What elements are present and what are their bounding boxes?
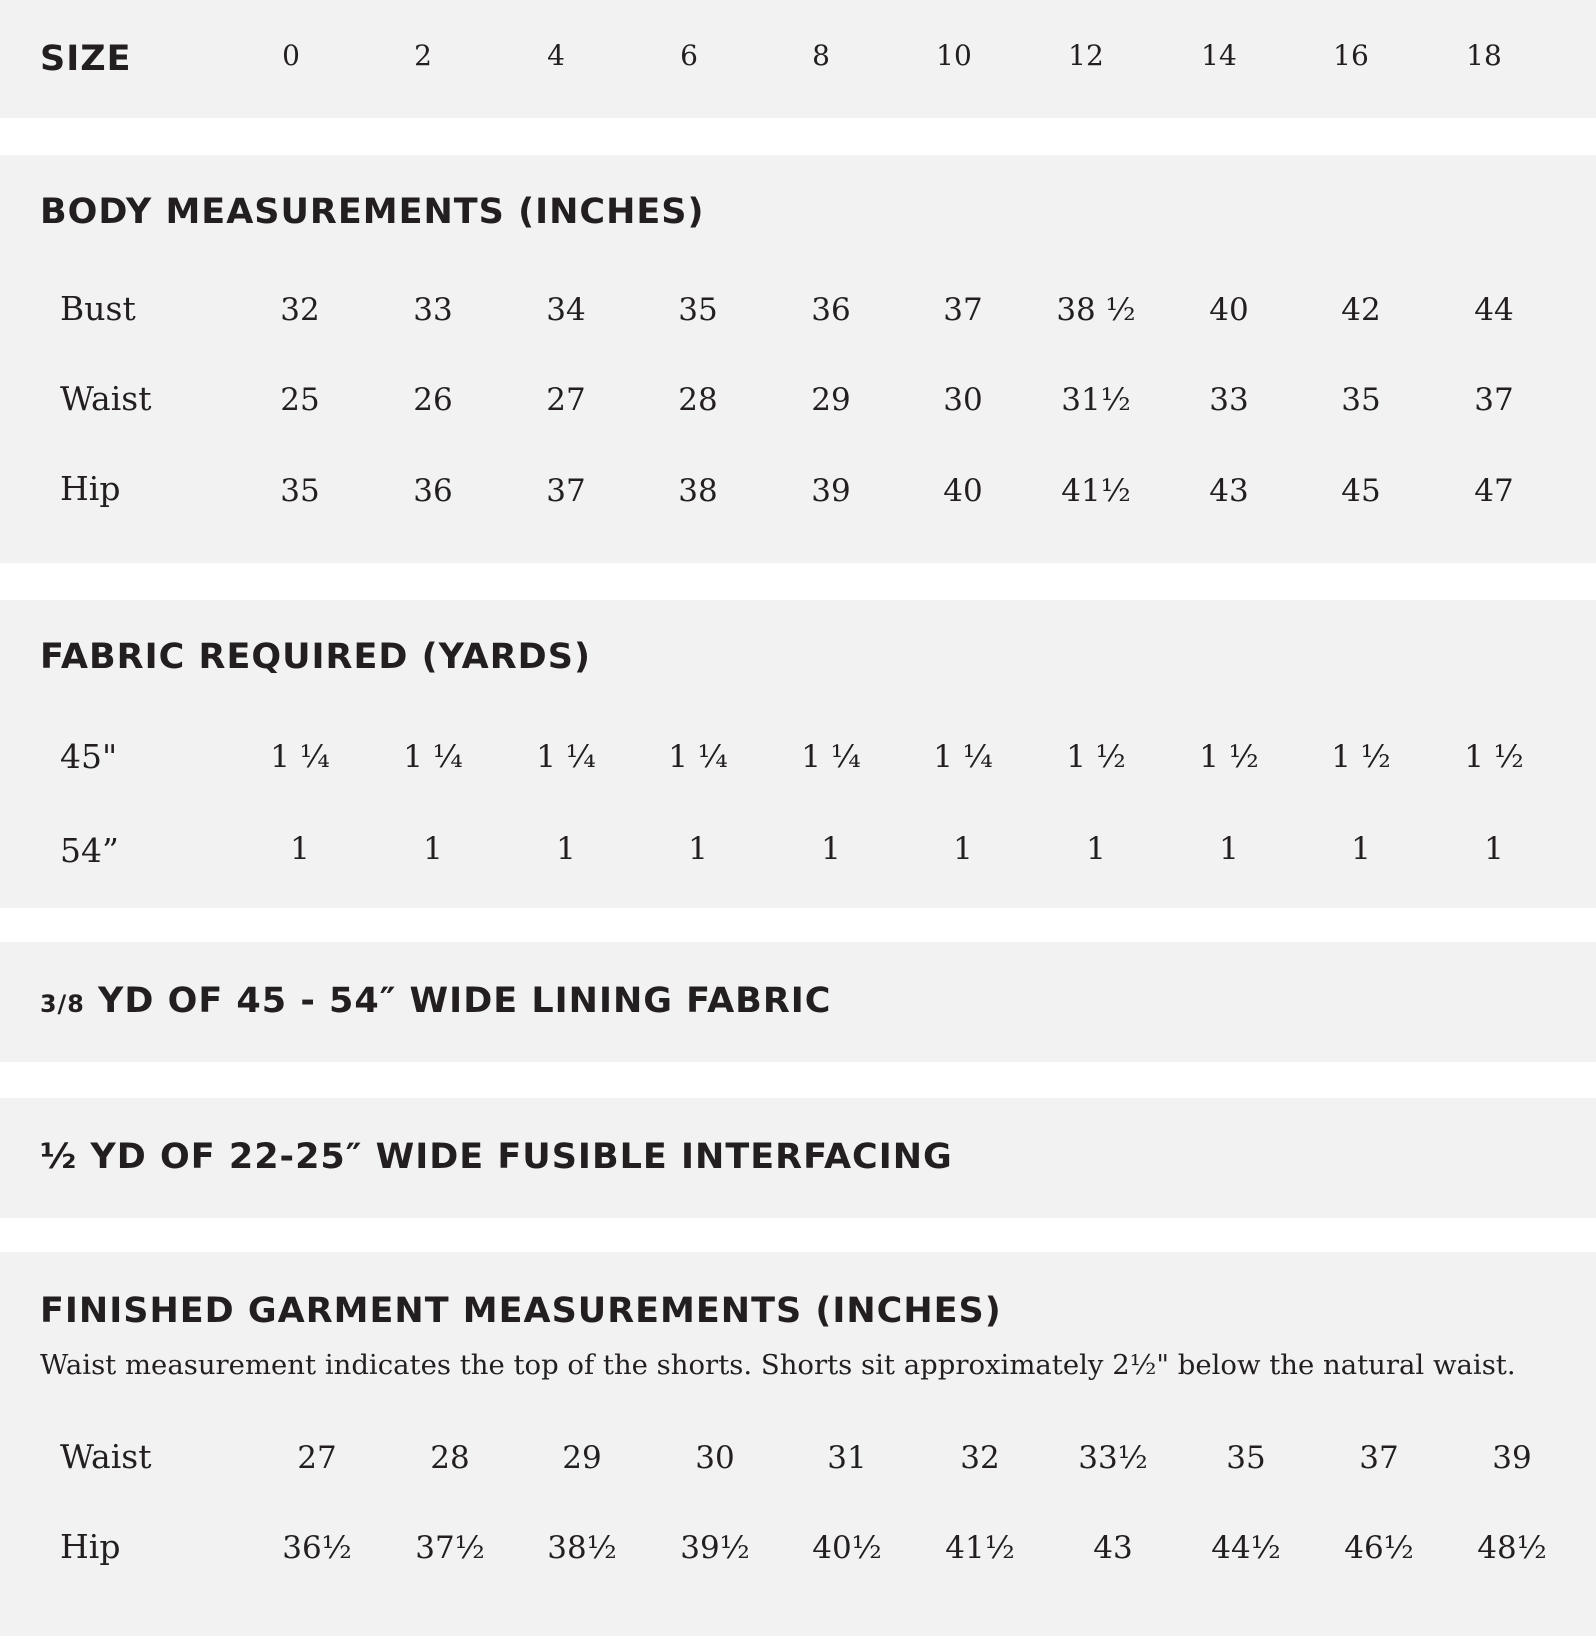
fabric-45-cell: 1 ½ [1066, 739, 1126, 775]
body-hip-cell: 45 [1341, 473, 1381, 509]
finished-hip-cell: 39½ [680, 1530, 750, 1566]
size-header-cell: 2 [414, 39, 432, 72]
body-bust-cell: 33 [413, 292, 453, 328]
size-header-cell: 4 [547, 39, 565, 72]
body-bust-cell: 40 [1209, 292, 1249, 328]
fabric-45-cell: 1 ½ [1331, 739, 1391, 775]
body-waist-cell: 27 [546, 382, 586, 418]
body-hip-cell: 43 [1209, 473, 1249, 509]
body-bust-cell: 38 ½ [1056, 292, 1136, 328]
fabric-54-cell: 1 [1086, 831, 1106, 867]
body-bust-cell: 32 [280, 292, 320, 328]
body-hip-cell: 35 [280, 473, 320, 509]
body-bust-cell: 34 [546, 292, 586, 328]
finished-waist-cell: 30 [695, 1440, 735, 1476]
fabric-45-cell: 1 ¼ [270, 739, 330, 775]
fabric-54-cell: 1 [1219, 831, 1239, 867]
fabric-54-cell: 1 [290, 831, 310, 867]
body-waist-cell: 37 [1474, 382, 1514, 418]
finished-waist-cell: 35 [1226, 1440, 1266, 1476]
body-row-label-waist: Waist [60, 379, 152, 418]
finished-hip-cell: 38½ [547, 1530, 617, 1566]
body-hip-cell: 36 [413, 473, 453, 509]
finished-waist-cell: 39 [1492, 1440, 1532, 1476]
body-hip-cell: 37 [546, 473, 586, 509]
finished-hip-cell: 48½ [1477, 1530, 1547, 1566]
finished-hip-cell: 44½ [1211, 1530, 1281, 1566]
lining-text: YD OF 45 - 54″ WIDE LINING FABRIC [98, 981, 832, 1021]
interfacing-requirement [40, 1137, 953, 1177]
fabric-54-cell: 1 [953, 831, 973, 867]
finished-hip-cell: 37½ [415, 1530, 485, 1566]
finished-waist-cell: 28 [430, 1440, 470, 1476]
finished-waist-cell: 32 [960, 1440, 1000, 1476]
body-waist-cell: 28 [678, 382, 718, 418]
size-header-cell: 18 [1466, 39, 1502, 72]
fabric-45-cell: 1 ¼ [536, 739, 596, 775]
size-band [0, 0, 1596, 118]
body-hip-cell: 38 [678, 473, 718, 509]
fabric-45-cell: 1 ¼ [668, 739, 728, 775]
fabric-45-cell: 1 ½ [1464, 739, 1524, 775]
body-bust-cell: 37 [943, 292, 983, 328]
finished-hip-cell: 46½ [1344, 1530, 1414, 1566]
body-bust-cell: 44 [1474, 292, 1514, 328]
finished-waist-cell: 27 [297, 1440, 337, 1476]
fabric-54-cell: 1 [556, 831, 576, 867]
interfacing-fraction: ½ [40, 1137, 78, 1177]
fabric-45-cell: 1 ½ [1199, 739, 1259, 775]
body-hip-cell: 47 [1474, 473, 1514, 509]
interfacing-text: YD OF 22-25″ WIDE FUSIBLE INTERFACING [90, 1137, 953, 1177]
finished-waist-cell: 33½ [1078, 1440, 1148, 1476]
body-waist-cell: 31½ [1061, 382, 1131, 418]
fabric-54-cell: 1 [821, 831, 841, 867]
body-bust-cell: 36 [811, 292, 851, 328]
finished-hip-cell: 36½ [282, 1530, 352, 1566]
size-header-cell: 8 [812, 39, 830, 72]
fabric-row-label-54: 54” [60, 831, 119, 870]
body-hip-cell: 39 [811, 473, 851, 509]
body-measurements-title: BODY MEASUREMENTS (INCHES) [40, 192, 705, 232]
fabric-45-cell: 1 ¼ [801, 739, 861, 775]
finished-row-label-hip: Hip [60, 1527, 121, 1566]
body-row-label-hip: Hip [60, 469, 121, 508]
fabric-45-cell: 1 ¼ [933, 739, 993, 775]
body-waist-cell: 26 [413, 382, 453, 418]
body-waist-cell: 33 [1209, 382, 1249, 418]
size-header-cell: 16 [1333, 39, 1369, 72]
finished-garment-note: Waist measurement indicates the top of the shorts. Shorts sit approximately 2½" below the natural waist. [40, 1349, 1516, 1381]
body-waist-cell: 30 [943, 382, 983, 418]
size-header-cell: 10 [936, 39, 972, 72]
body-row-label-bust: Bust [60, 289, 136, 328]
body-waist-cell: 29 [811, 382, 851, 418]
size-header-cell: 14 [1201, 39, 1237, 72]
body-waist-cell: 25 [280, 382, 320, 418]
finished-row-label-waist: Waist [60, 1437, 152, 1476]
size-label: SIZE [40, 39, 132, 79]
finished-garment-title: FINISHED GARMENT MEASUREMENTS (INCHES) [40, 1291, 1002, 1331]
fabric-45-cell: 1 ¼ [403, 739, 463, 775]
fabric-row-label-45: 45" [60, 737, 118, 776]
fabric-54-cell: 1 [1351, 831, 1371, 867]
fabric-54-cell: 1 [688, 831, 708, 867]
body-hip-cell: 41½ [1061, 473, 1131, 509]
lining-requirement [40, 981, 832, 1021]
finished-waist-cell: 37 [1359, 1440, 1399, 1476]
finished-hip-cell: 41½ [945, 1530, 1015, 1566]
finished-hip-cell: 43 [1093, 1530, 1133, 1566]
finished-hip-cell: 40½ [812, 1530, 882, 1566]
finished-waist-cell: 31 [827, 1440, 867, 1476]
size-header-cell: 12 [1068, 39, 1104, 72]
lining-fraction: 3/8 [40, 990, 85, 1018]
fabric-54-cell: 1 [423, 831, 443, 867]
fabric-required-title: FABRIC REQUIRED (YARDS) [40, 637, 591, 677]
body-bust-cell: 35 [678, 292, 718, 328]
fabric-54-cell: 1 [1484, 831, 1504, 867]
size-header-cell: 0 [282, 39, 300, 72]
body-hip-cell: 40 [943, 473, 983, 509]
body-waist-cell: 35 [1341, 382, 1381, 418]
body-bust-cell: 42 [1341, 292, 1381, 328]
finished-waist-cell: 29 [562, 1440, 602, 1476]
size-header-cell: 6 [680, 39, 698, 72]
